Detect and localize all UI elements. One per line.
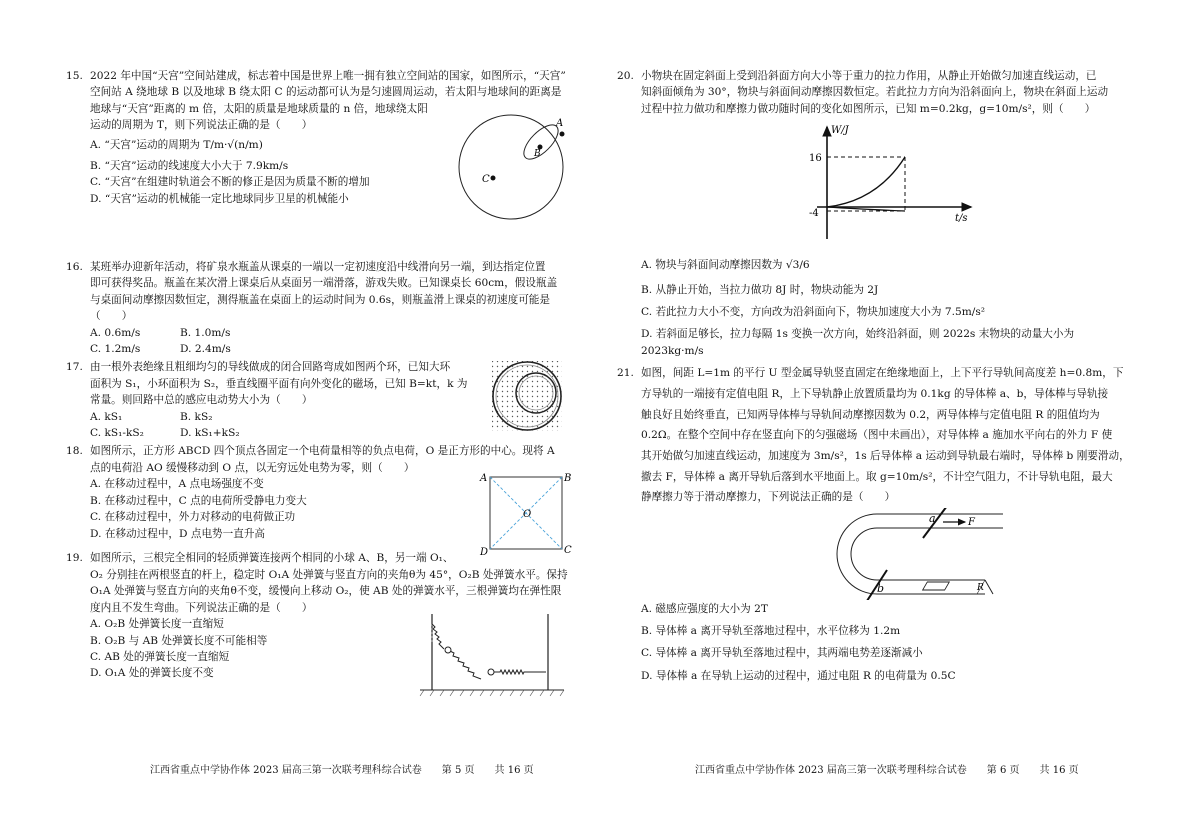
question-text: 运动的周期为 T，则下列说法正确的是（ ） — [90, 119, 313, 132]
label-o: O — [523, 509, 532, 521]
page-footer-right: 江西省重点中学协作体 2023 届高三第一次联考理科综合试卷 第 6 页 共 16 页 — [695, 765, 1079, 776]
option-b[interactable]: B. O₂B 与 AB 处弹簧长度不可能相等 — [90, 634, 268, 647]
question-text: 空间站 A 绕地球 B 以及地球 B 绕太阳 C 的运动都可认为是匀速圆周运动，若太阳与地球间的距离是 — [90, 86, 562, 99]
question-text: O₂ 分别挂在两根竖直的杆上，稳定时 O₁A 处弹簧与竖直方向的夹角θ为 45°，O₂B 处弹簧水平。保持 — [90, 568, 568, 581]
option-a[interactable]: A. 物块与斜面间动摩擦因数为 √3/6 — [641, 259, 810, 272]
option-b[interactable]: B. 1.0m/s — [180, 326, 231, 339]
y-tick-bottom: -4 — [809, 208, 819, 220]
question-21 — [617, 363, 1137, 687]
option-d[interactable]: D. 2.4m/s — [180, 343, 231, 356]
question-text: 知斜面倾角为 30°，物块与斜面间动摩擦因数恒定。若此拉力方向为沿斜面向上，物块在斜面上运动 — [641, 86, 1109, 99]
label-b: B — [564, 473, 572, 485]
question-text: 小物块在固定斜面上受到沿斜面方向大小等于重力的拉力作用，从静止开始做匀加速直线运动，已 — [641, 70, 1097, 82]
option-c[interactable]: C. 1.2m/s — [90, 343, 141, 356]
question-text: 即可获得奖品。瓶盖在某次滑上课桌后从桌面另一端滑落，游戏失败。已知课桌长 60cm，假设瓶盖 — [90, 277, 558, 290]
option-d[interactable]: D. 若斜面足够长，拉力每隔 1s 变换一次方向，始终沿斜面，则 2022s 末物块的动量大小为 2023kg·m/s — [641, 328, 1075, 357]
label-r: R — [977, 582, 984, 593]
question-text: （ ） — [90, 310, 133, 323]
question-number: 15. — [66, 70, 83, 82]
option-c[interactable]: C. kS₁-kS₂ — [90, 427, 144, 440]
x-axis-label: t/s — [955, 213, 968, 225]
question-number: 16. — [66, 261, 83, 273]
question-text: 撤去 F，导体棒 a 离开导轨后落到水平地面上。取 g=10m/s²，不计空气阻力，不计导轨电阻，最大 — [641, 470, 1113, 483]
option-d[interactable]: D. “天宫”运动的机械能一定比地球同步卫星的机械能小 — [90, 192, 349, 205]
question-text: 点的电荷沿 AO 缓慢移动到 O 点，以无穷远处电势为零，则（ ） — [90, 461, 415, 474]
question-text: 如图，间距 L=1m 的平行 U 型金属导轨竖直固定在绝缘地面上，上下平行导轨间高度差 h=0.8m，下 — [641, 367, 1124, 380]
question-text: 静摩擦力等于滑动摩擦力，下列说法正确的是（ ） — [641, 491, 896, 504]
label-d: D — [480, 547, 489, 556]
left-page — [66, 68, 586, 683]
question-text: 方导轨的一端接有定值电阻 R，上下导轨静止放置质量均为 0.1kg 的导体棒 a、b，导体棒与导轨接 — [641, 387, 1109, 400]
label-b: b — [877, 581, 885, 595]
question-number: 19. — [66, 552, 83, 565]
label-f: F — [968, 516, 975, 528]
option-a[interactable]: A. 0.6m/s — [90, 326, 141, 339]
option-b[interactable]: B. 导体棒 a 离开导轨至落地过程中，水平位移为 1.2m — [641, 625, 901, 638]
y-tick-top: 16 — [809, 153, 822, 165]
question-number: 17. — [66, 361, 83, 374]
option-c[interactable]: C. 若此拉力大小不变，方向改为沿斜面向下，物块加速度大小为 7.5m/s² — [641, 306, 986, 319]
option-a[interactable]: A. “天宫”运动的周期为 T/m·√(n/m) — [90, 138, 263, 151]
question-text: 由一根外表绝缘且粗细均匀的导线做成的闭合回路弯成如图两个环，已知大环 — [90, 361, 451, 374]
option-c[interactable]: C. 导体棒 a 离开导轨至落地过程中，其两端电势差逐渐减小 — [641, 647, 923, 660]
question-17 — [66, 359, 586, 441]
question-text: 如图所示，三根完全相同的轻质弹簧连接两个相同的小球 A、B，另一端 O₁、 — [90, 552, 454, 565]
option-c[interactable]: C. 在移动过程中，外力对移动的电荷做正功 — [90, 511, 296, 524]
question-text: 地球与“天宫”距离的 m 倍，太阳的质量是地球质量的 n 倍，地球绕太阳 — [90, 102, 428, 115]
option-c[interactable]: C. “天宫”在组建时轨道会不断的修正是因为质量不断的增加 — [90, 176, 370, 189]
double-ring-diagram — [490, 359, 564, 433]
question-text: 常量。则回路中总的感应电动势大小为（ ） — [90, 394, 313, 407]
question-text: 度内且不发生弯曲。下列说法正确的是（ ） — [90, 601, 313, 614]
question-number: 21. — [617, 367, 634, 380]
question-text: 其开始做匀加速直线运动，加速度为 3m/s²，1s 后导体棒 a 运动到导轨最右端时，导体棒 b 刚要滑动， — [641, 449, 1130, 462]
question-18 — [66, 443, 586, 556]
work-time-graph — [787, 121, 977, 251]
question-20 — [617, 68, 1137, 359]
option-a[interactable]: A. O₂B 处弹簧长度一直缩短 — [90, 618, 224, 631]
page-footer-left: 江西省重点中学协作体 2023 届高三第一次联考理科综合试卷 第 5 页 共 16 页 — [150, 765, 534, 776]
y-axis-label: W/J — [831, 125, 849, 137]
question-text: 与桌面间动摩擦因数恒定，测得瓶盖在桌面上的运动时间为 0.6s，则瓶盖滑上课桌的初速度可能是 — [90, 293, 550, 306]
option-d[interactable]: D. 导体棒 a 在导轨上运动的过程中，通过电阻 R 的电荷量为 0.5C — [641, 669, 956, 682]
option-a[interactable]: A. kS₁ — [90, 410, 123, 423]
option-d[interactable]: D. O₁A 处的弹簧长度不变 — [90, 667, 214, 680]
spring-system-diagram — [418, 610, 566, 698]
question-text: 触良好且始终垂直，已知两导体棒与导轨间动摩擦因数为 0.2，两导体棒与定值电阻 R 的阻值均为 — [641, 408, 1100, 421]
option-b[interactable]: B. 从静止开始，当拉力做功 8J 时，物块动能为 2J — [641, 283, 879, 296]
question-text: 过程中拉力做功和摩擦力做功随时间的变化如图所示，已知 m=0.2kg，g=10m/s²，则（ ） — [641, 102, 1096, 115]
option-b[interactable]: B. kS₂ — [180, 410, 213, 423]
option-a[interactable]: A. 在移动过程中，A 点电场强度不变 — [90, 478, 264, 491]
question-16 — [66, 259, 586, 357]
question-number: 20. — [617, 70, 634, 82]
label-c: C — [564, 545, 572, 556]
label-b: B — [534, 149, 541, 159]
question-number: 18. — [66, 445, 83, 458]
orbit-diagram — [456, 112, 566, 222]
option-a[interactable]: A. 磁感应强度的大小为 2T — [641, 602, 768, 615]
label-a: A — [480, 473, 488, 485]
label-c: C — [482, 174, 490, 185]
question-text: 0.2Ω。在整个空间中存在竖直向下的匀强磁场（图中未画出），对导体棒 a 施加水平向右的外力 F 使 — [641, 429, 1113, 442]
question-text: 面积为 S₁，小环面积为 S₂，垂直线圈平面有向外变化的磁场，已知 B=kt，k 为 — [90, 377, 468, 390]
right-page — [617, 68, 1137, 688]
option-b[interactable]: B. “天宫”运动的线速度大小大于 7.9km/s — [90, 160, 289, 173]
square-charges-diagram — [478, 471, 574, 555]
u-rail-diagram — [825, 508, 1005, 600]
question-text: 如图所示，正方形 ABCD 四个顶点各固定一个电荷量相等的负点电荷，O 是正方形的中心。现将 A — [90, 445, 555, 458]
label-a: A — [556, 118, 564, 129]
question-text: 2022 年中国“天宫”空间站建成，标志着中国是世界上唯一拥有独立空间站的国家，如图所示，“天宫” — [90, 70, 566, 82]
question-19 — [66, 550, 586, 681]
option-d[interactable]: D. kS₁+kS₂ — [180, 427, 240, 440]
question-text: 某班举办迎新年活动，将矿泉水瓶盖从课桌的一端以一定初速度沿中线滑向另一端，到达指定位置 — [90, 261, 546, 273]
option-b[interactable]: B. 在移动过程中，C 点的电荷所受静电力变大 — [90, 494, 307, 507]
label-a: a — [929, 511, 936, 525]
option-c[interactable]: C. AB 处的弹簧长度一直缩短 — [90, 650, 230, 663]
option-d[interactable]: D. 在移动过程中，D 点电势一直升高 — [90, 527, 266, 540]
question-15 — [66, 68, 586, 258]
question-text: O₁A 处弹簧与竖直方向的夹角θ不变，缓慢向上移动 O₂，使 AB 处的弹簧水平，三根弹簧均在弹性限 — [90, 585, 562, 598]
